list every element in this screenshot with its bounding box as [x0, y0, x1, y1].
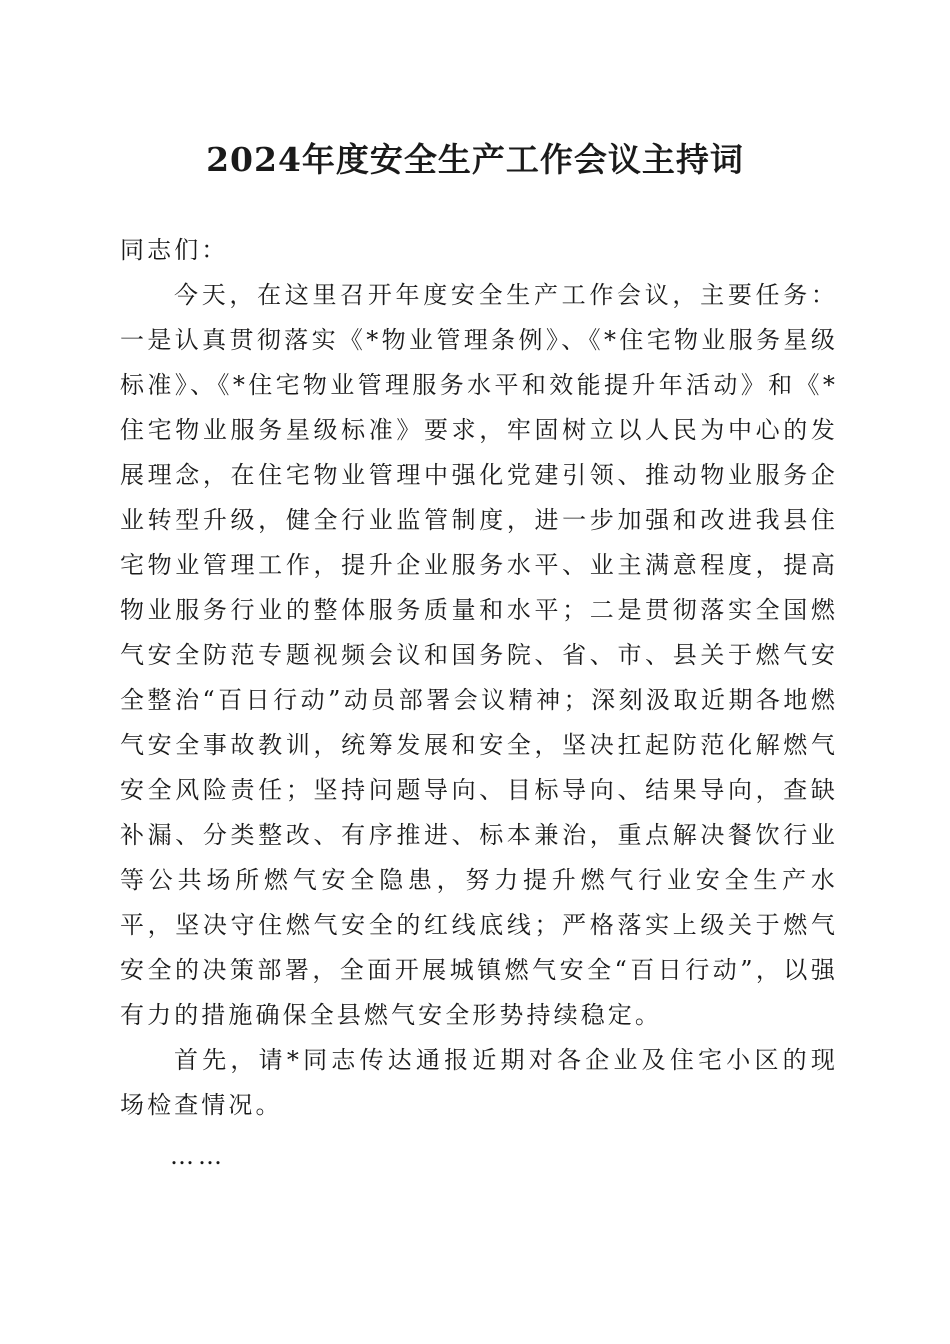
- paragraph-first-agenda: 首先，请*同志传达通报近期对各企业及住宅小区的现场检查情况。: [120, 1046, 838, 1119]
- document-body: [120, 228, 838, 1179]
- ellipsis: ……: [170, 1142, 226, 1170]
- paragraph-meeting-tasks: 今天，在这里召开年度安全生产工作会议，主要任务：一是认真贯彻落实《*物业管理条例》、《*住宅物业服务星级标准》、《*住宅物业管理服务水平和效能提升年活动》和《*住宅物业服务星级标准》要求，牢固树立以人民为中心的发展理念，在住宅物业管理中强化党建引领、推动物业服务企业转型升级，健全行业监管制度，进一步加强和改进我县住宅物业管理工作，提升企业服务水平、业主满意程度，提高物业服务行业的整体服务质量和水平；二是贯彻落实全国燃气安全防范专题视频会议和国务院、省、市、县关于燃气安全整治“百日行动”动员部署会议精神；深刻汲取近期各地燃气安全事故教训，统筹发展和安全，坚决扛起防范化解燃气安全风险责任；坚持问题导向、目标导向、结果导向，查缺补漏、分类整改、有序推进、标本兼治，重点解决餐饮行业等公共场所燃气安全隐患，努力提升燃气行业安全生产水平，坚决守住燃气安全的红线底线；严格落实上级关于燃气安全的决策部署，全面开展城镇燃气安全“百日行动”，以强有力的措施确保全县燃气安全形势持续稳定。: [120, 281, 838, 1029]
- document-title: 2024年度安全生产工作会议主持词: [206, 140, 744, 179]
- salutation: 同志们：: [120, 236, 229, 264]
